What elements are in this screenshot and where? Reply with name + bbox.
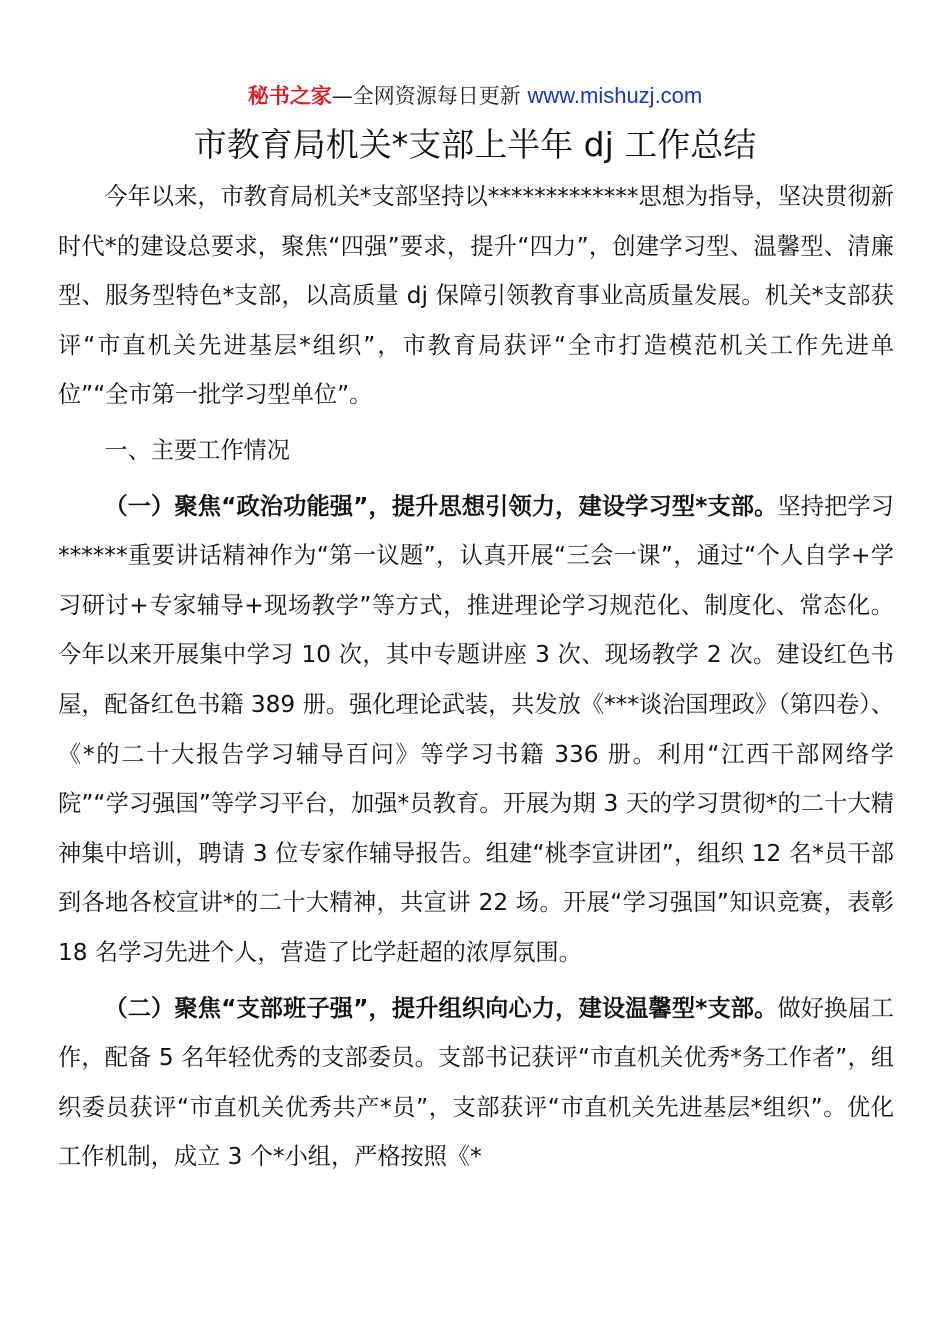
item-1-body: 坚持把学习******重要讲话精神作为“第一议题”，认真开展“三会一课”，通过“个人自学+学习研讨+专家辅导+现场教学”等方式，推进理论学习规范化、制度化、常态化。今年以来开展集中学习 10 次，其中专题讲座 3 次、现场教学 2 次。建设红色书屋，配备红色书籍 389 册。强化理论武装，共发放《***谈治国理政》（第四卷）、《*的二十大报告学习辅导百问》等学习书籍 336 册。利用“江西干部网络学院”“学习强国”等学习平台，加强*员教育。开展为期 3 天的学习贯彻*的二十大精神集中培训，聘请 3 位专家作辅导报告。组建“桃李宣讲团”，组织 12 名*员干部到各地各校宣讲*的二十大精神，共宣讲 22 场。开展“学习强国”知识竞赛，表彰 18 名学习先进个人，营造了比学赶超的浓厚氛围。 [58, 492, 894, 966]
section-heading: 一、主要工作情况 [104, 436, 290, 464]
site-tagline: —全网资源每日更新 [331, 84, 528, 108]
intro-paragraph: 今年以来，市教育局机关*支部坚持以*************思想为指导，坚决贯彻新时代*的建设总要求，聚焦“四强”要求，提升“四力”，创建学习型、温馨型、清廉型、服务型特色*支部，以高质量 dj 保障引领教育事业高质量发展。机关*支部获评“市直机关先进基层*组织”，市教育局获评“全市打造模范机关工作先进单位”“全市第一批学习型单位”。 [58, 183, 894, 409]
item-1-paragraph [58, 476, 894, 978]
item-2-body: 做好换届工作，配备 5 名年轻优秀的支部委员。支部书记获评“市直机关优秀*务工作者”，组织委员获评“市直机关优秀共产*员”，支部获评“市直机关先进基层*组织”。优化工作机制，成立 3 个*小组，严格按照《* [58, 994, 895, 1171]
site-brand: 秘书之家 [247, 84, 332, 108]
document-body [58, 172, 894, 1182]
document-title: 市教育局机关*支部上半年 dj 工作总结 [193, 125, 757, 164]
item-1-lead: （一）聚焦“政治功能强”，提升思想引领力，建设学习型*支部。 [104, 492, 778, 520]
item-2-paragraph [58, 978, 894, 1182]
site-url-link[interactable]: www.mishuzj.com [527, 83, 703, 108]
site-header [0, 80, 950, 112]
item-2-lead: （二）聚焦“支部班子强”，提升组织向心力，建设温馨型*支部。 [104, 994, 778, 1022]
